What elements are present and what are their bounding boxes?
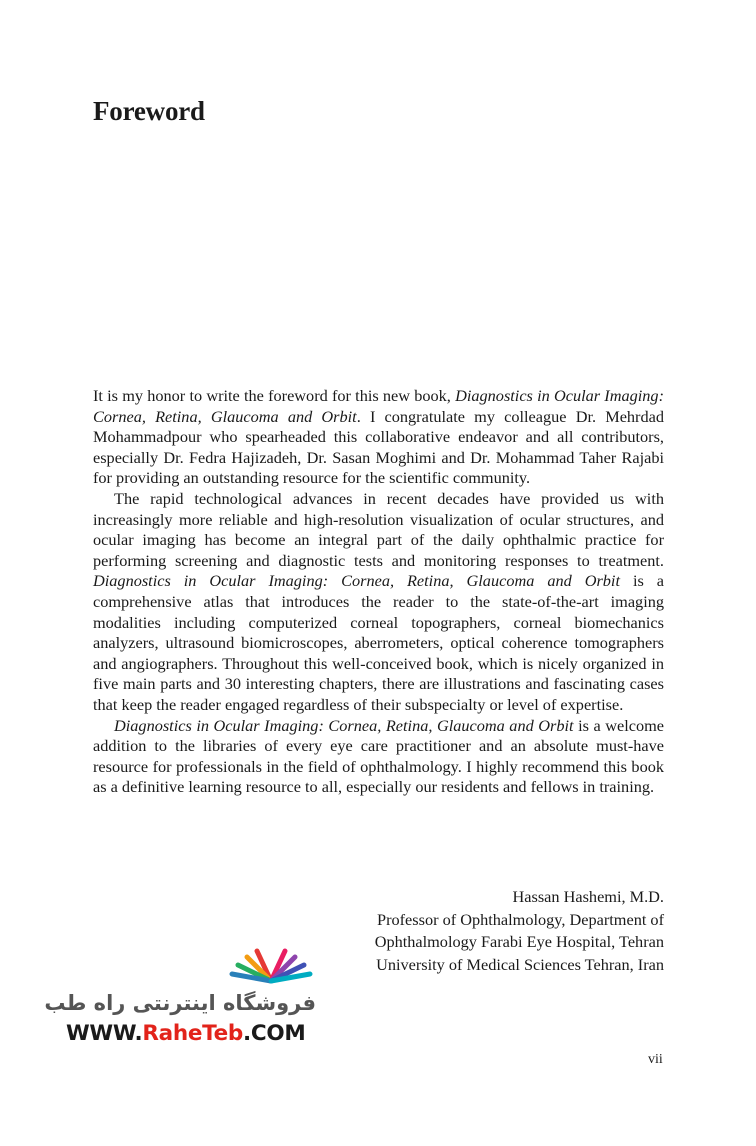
author-name: Hassan Hashemi, M.D. [512,887,664,906]
watermark-url [66,1021,305,1046]
book-title: Diagnostics in Ocular Imaging: Cornea, Retina, Glaucoma and Orbit [114,715,574,735]
url-brand: RaheTeb [142,1021,244,1046]
author-title-line-3: University of Medical Sciences Tehran, Iran [376,954,664,974]
open-book-rainbow-icon [227,945,315,985]
foreword-body [93,386,664,798]
paragraph-1-text-a: It is my honor to write the foreword for this new book, [93,386,456,405]
paragraph-2-text-b: is a comprehensive atlas that introduces the reader to the state-of-the-art imaging modalities including computerized corneal topographers, corneal biomechanics analyzers, ultrasound biomicroscopes, aberrometers, optical coherence tomographers and angiographers. Throughout this well-conceived book, which is nicely organized in five main parts and 30 interesting chapters, there are illustrations and fascinating cases that keep the reader engaged regardless of their subspecialty or level of expertise. [93,571,664,714]
author-title-line-1: Professor of Ophthalmology, Department of [377,909,664,929]
author-title-line-2: Ophthalmology Farabi Eye Hospital, Tehran [374,932,664,951]
book-title: Diagnostics in Ocular Imaging: Cornea, Retina, Glaucoma and Orbit [93,386,664,426]
book-title: Diagnostics in Ocular Imaging: Cornea, Retina, Glaucoma and Orbit [93,571,620,591]
url-prefix: WWW. [66,1021,143,1046]
page-number: vii [648,1052,663,1067]
paragraph-2 [93,489,664,716]
page-title: Foreword [93,96,205,126]
paragraph-1-text-b: . I congratulate my colleague Dr. Mehrdad Mohammadpour who spearheaded this collaborative endeavor and all contributors, especially Dr. Fedra Hajizadeh, Dr. Sasan Moghimi and Dr. Mohammad Taher Rajabi for providing an outstanding resource for the scientific community. [93,406,664,488]
paragraph-2-text-a: The rapid technological advances in recent decades have provided us with increasingly more reliable and high-resolution visualization of ocular structures, and ocular imaging has become an integral part of the daily ophthalmic practice for performing screening and diagnostic tests and monitoring responses to treatment. [93,488,664,570]
paragraph-3-text: is a welcome addition to the libraries of every eye care practitioner and an absolute must-have resource for professionals in the field of ophthalmology. I highly recommend this book as a definitive learning resource to all, especially our residents and fellows in training. [93,715,665,797]
watermark-persian-text: فروشگاه اینترنتی راه طب [44,991,316,1015]
raheteb-watermark [44,945,322,1055]
signature-block [375,886,664,976]
url-suffix: .COM [243,1021,306,1046]
paragraph-3 [93,716,664,798]
paragraph-1 [93,386,664,489]
